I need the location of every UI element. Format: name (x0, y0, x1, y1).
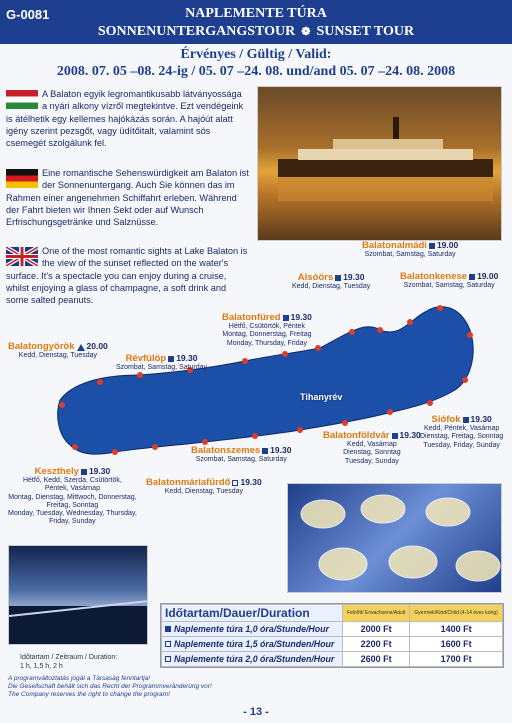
square-outline-icon (232, 480, 238, 486)
description-en-text: One of the most romantic sights at Lake Balaton is the view of the sunset reflected on the water's surface. It's a spectacle you can enjoy during a cruise, whilst enjoying a glass of champagne, a soft drink and some salted peanuts. (6, 246, 248, 306)
port-balatonszemes: Balatonszemes 19.30 Szombat, Samstag, Saturday (191, 445, 292, 464)
validity-dates: 2008. 07. 05 –08. 24-ig / 05. 07 –24. 08. und/and 05. 07 –24. 08. 2008 (56, 64, 456, 79)
description-de (6, 167, 249, 228)
duration-price-table (160, 603, 504, 668)
port-balatonfured: Balatonfüred 19.30 Hétfő, Csütörtök, Péntek Montag, Donnerstag, Freitag Monday, Thursday, Friday (222, 312, 312, 347)
square-icon (429, 243, 435, 249)
port-balatonkenese: Balatonkenese 19.00 Szombat, Samstag, Saturday (400, 271, 499, 290)
square-outline-icon (165, 656, 171, 662)
square-icon (168, 356, 174, 362)
port-revfulop: Révfülöp 19.30 Szombat, Samstag, Saturday (116, 353, 208, 372)
disclaimer: A programváltoztatás jogát a Társaság fenntartja! Die Gesellschaft behält sich das Recht der Programmveränderung vor! The Company reserves the right to change the program! (8, 675, 212, 698)
duration-legend: Időtartam / Zeitraum / Duration: 1 h, 1,5 h, 2 h (20, 654, 118, 670)
square-icon (463, 417, 469, 423)
col-child: Gyermek/Kind/Child (4-14 éves korig) (410, 605, 503, 622)
tour-code: G-0081 (6, 7, 50, 22)
port-balatongyorok: Balatongyörök 20.00 Kedd, Dienstag, Tuesday (8, 341, 108, 360)
triangle-icon (77, 344, 85, 351)
port-balatonfoldvar: Balatonföldvár 19.30 Kedd, Vasárnap Dienstag, Sonntag Tuesday, Sunday (323, 430, 421, 465)
tihany-label: Tihanyrév (300, 392, 343, 402)
sunset-deck-photo (8, 545, 148, 645)
square-outline-icon (165, 641, 171, 647)
page-header (0, 0, 512, 44)
title-de: SONNENUNTERGANGSTOUR (97, 24, 296, 39)
col-adult: Felnőtt/ Erwachsene/Adult (343, 605, 410, 622)
description-hu-text: A Balaton egyik legromantikusabb látványossága a nyári alkony vízről megtekintve. Ezt vendégeink is átélhetik egy kellemes hajókázás során. A hajóút alatt igény szerint pezsgőt, vagy üdítőitalt, valamint sós csemegét szolgálunk fel. (6, 89, 244, 149)
validity-label: Érvényes / Gültig / Valid: (180, 47, 332, 62)
page-number: - 13 - (243, 706, 269, 718)
champagne-glasses-photo (287, 483, 502, 593)
square-icon (335, 275, 341, 281)
ship-photo (257, 86, 502, 241)
star-icon: ❁ (301, 26, 311, 38)
title-en: SUNSET TOUR (316, 24, 415, 39)
title-hu: NAPLEMENTE TÚRA (185, 6, 327, 21)
square-icon (262, 448, 268, 454)
table-row: Naplemente túra 1,5 óra/Stunden/Hour 2200 Ft 1600 Ft (162, 637, 503, 652)
table-row: Naplemente túra 1,0 óra/Stunde/Hour 2000 Ft 1400 Ft (162, 622, 503, 637)
hungarian-flag-icon (6, 90, 38, 109)
square-icon (165, 626, 171, 632)
port-alsoors: Alsóörs 19.30 Kedd, Dienstag, Tuesday (292, 272, 371, 291)
square-icon (392, 433, 398, 439)
title-line-2 (0, 24, 512, 40)
german-flag-icon (6, 169, 38, 188)
port-balatonalmadi: Balatonalmádi 19.00 Szombat, Samstag, Saturday (362, 240, 459, 259)
square-icon (81, 469, 87, 475)
table-row: Naplemente túra 2,0 óra/Stunden/Hour 2600 Ft 1700 Ft (162, 652, 503, 667)
port-siofok: Siófok 19.30 Kedd, Péntek, Vasárnap Dienstag, Freitag, Sonntag Tuesday, Friday, Sunday (420, 414, 504, 449)
square-icon (283, 315, 289, 321)
description-hu (6, 88, 249, 149)
duration-title: Időtartam/Dauer/Duration (162, 605, 343, 622)
description-de-text: Eine romantische Sehenswürdigkeit am Balaton ist der Sonnenuntergang. Auch Sie können das im Rahmen einer angenehmen Schiffahrt erleben. Während der Fahrt bieten wir Ihnen Sekt oder auf Wunsch Erfrischungsgetränke und Salznüsse. (6, 168, 249, 228)
port-balatonmariafurdo: Balatonmáriafürdő 19.30 Kedd, Dienstag, Tuesday (146, 477, 262, 496)
port-keszthely: Keszthely 19.30 Hétfő, Kedd, Szerda, Csütörtök, Péntek, Vasárnap Montag, Dienstag, Mittwoch, Donnerstag, Freitag, Sonntag Monday, Tuesday, Wednesday, Thursday, Friday, Sunday (8, 466, 137, 526)
square-icon (469, 274, 475, 280)
